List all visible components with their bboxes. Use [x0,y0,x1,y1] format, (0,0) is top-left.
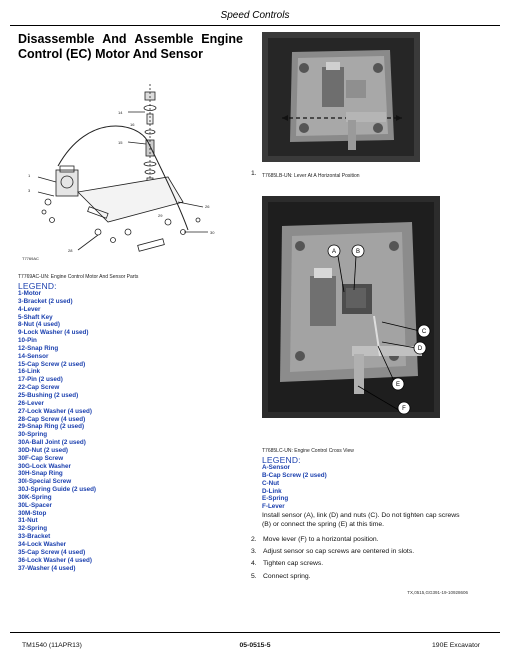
legend-item: A-Sensor [262,464,290,471]
diagram-ref-code: T7769AC [22,256,39,261]
legend-item: E-Spring [262,495,289,503]
legend-item: 34-Lock Washer [18,541,67,548]
step-number: 2. [251,536,257,543]
legend-item: 27-Lock Washer (4 used) [18,407,92,415]
step-number: 5. [251,573,257,580]
figure-caption-left: T7769AC-UN: Engine Control Motor And Sensor Parts [18,274,139,280]
legend-item: 1-Motor [18,290,42,297]
legend-item: 16-Link [18,368,41,376]
callout-a: A [331,249,337,255]
legend-item: 4-Lever [18,305,41,313]
title-line-2: Control (EC) Motor And Sensor [18,47,203,61]
legend-item: 32-Spring [18,525,48,533]
legend-item: 9-Lock Washer (4 used) [18,329,89,337]
lever-horizontal-photo [262,32,420,162]
legend-item: 30-Spring [18,431,48,439]
legend-item: 10-Pin [18,337,37,345]
figure-caption-top-right: T7685LB-UN: Lever At A Horizontal Position [262,173,360,179]
step-text: Adjust sensor so cap screws are centered in slots. [263,548,415,555]
step-item [251,548,414,555]
legend-item: 5-Shaft Key [18,313,53,321]
legend-item: 29-Snap Ring (2 used) [18,423,85,431]
svg-text:26: 26 [205,204,210,209]
legend-item: 30M-Stop [18,509,47,517]
legend-item: 30A-Ball Joint (2 used) [18,439,86,447]
parts-legend [18,290,96,572]
legend-item: D-Link [262,487,282,495]
legend-item: C-Nut [262,479,280,487]
legend-item: 30D-Nut (2 used) [18,446,69,454]
legend-item: 25-Bushing (2 used) [18,391,79,399]
legend-item: 30L-Spacer [18,501,52,509]
legend-item: 30F-Cap Screw [18,454,64,462]
running-head: Speed Controls [220,10,290,21]
svg-text:28: 28 [68,248,73,253]
document-reference: TX,0515,GG391-19-10928606 [407,590,468,595]
footer-page-number: 05-0515-5 [239,642,271,649]
svg-text:15: 15 [118,140,123,145]
engine-control-cross-view-photo [262,196,440,418]
step-text: Tighten cap screws. [263,560,324,567]
legend-item: 30I-Special Screw [18,478,72,486]
legend-item: 33-Bracket [18,533,51,541]
legend-item: 37-Washer (4 used) [18,564,76,572]
svg-text:3: 3 [28,188,31,193]
callout-b: B [355,249,361,255]
step-number: 4. [251,560,257,567]
legend-item: 26-Lever [18,399,44,407]
legend-item: 31-Nut [18,517,38,525]
legend-title-right: LEGEND: [262,455,301,465]
legend-item: 30K-Spring [18,493,52,501]
step-item [251,536,379,543]
callout-c: C [421,329,427,335]
svg-text:30: 30 [210,230,215,235]
title-word: Disassemble [18,32,95,46]
legend-item: 30J-Spring Guide (2 used) [18,486,97,494]
legend-item: 28-Cap Screw (4 used) [18,415,86,423]
cross-view-legend [262,464,327,511]
title-word: Engine [201,32,243,46]
svg-text:29: 29 [158,213,163,218]
legend-item: 30G-Lock Washer [18,462,71,470]
callout-f: F [402,406,406,412]
step-number: 3. [251,548,257,555]
legend-title-left: LEGEND: [18,281,57,291]
title-word: And [102,32,127,46]
legend-item: F-Lever [262,503,285,511]
section-title [18,32,243,62]
footer-manual-id: TM1540 (11APR13) [22,642,82,649]
svg-text:1: 1 [28,173,31,178]
step-item [251,573,311,580]
legend-item: 17-Pin (2 used) [18,376,63,384]
step-1-number: 1. [251,170,257,177]
svg-text:16: 16 [130,122,135,127]
step-text: Move lever (F) to a horizontal position. [263,536,379,543]
exploded-parts-diagram [18,82,243,270]
legend-item: 15-Cap Screw (2 used) [18,360,86,368]
step-text: Connect spring. [263,573,311,580]
install-instruction: Install sensor (A), link (D) and nuts (C). Do not tighten cap screws (B) or connect the spring (E) at this time. [262,512,460,528]
legend-item: 36-Lock Washer (4 used) [18,556,92,564]
figure-caption-mid-right: T7685LC-UN: Engine Control Cross View [262,448,354,454]
callout-e: E [395,382,401,388]
legend-item: 8-Nut (4 used) [18,321,60,329]
callout-d: D [417,346,423,352]
legend-item: 12-Snap Ring [18,344,59,352]
legend-item: 22-Cap Screw [18,384,60,392]
svg-text:14: 14 [118,110,123,115]
step-item [251,560,323,567]
legend-item: 30H-Snap Ring [18,470,63,478]
footer-rule [10,632,500,633]
footer-model: 190E Excavator [432,642,480,649]
legend-item: 35-Cap Screw (4 used) [18,548,86,556]
title-word: Assemble [134,32,194,46]
header-rule [10,25,500,26]
legend-item: 14-Sensor [18,352,49,360]
legend-item: B-Cap Screw (2 used) [262,471,327,479]
legend-item: 3-Bracket (2 used) [18,297,73,305]
